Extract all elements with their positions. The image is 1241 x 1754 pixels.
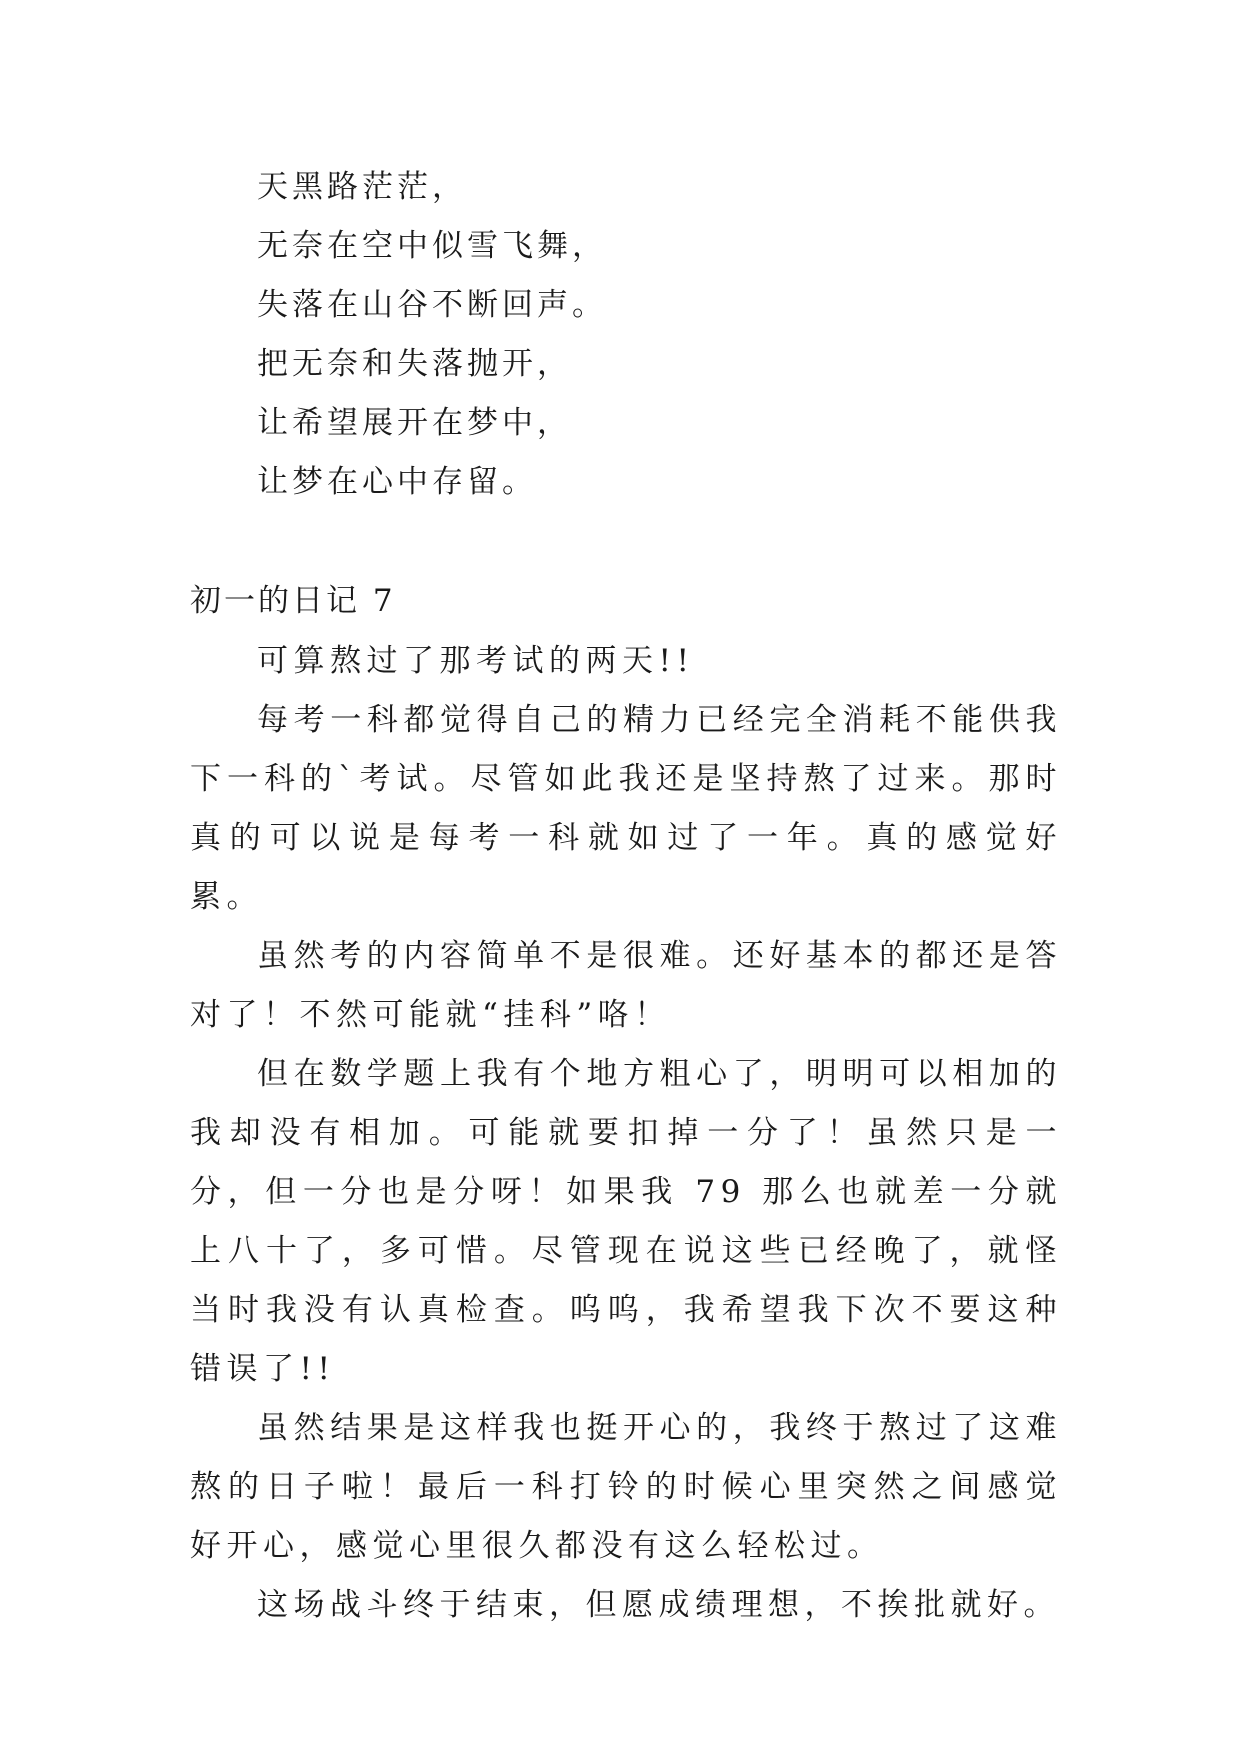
diary-paragraph: 虽然考的内容简单不是很难。还好基本的都还是答对了！不然可能就“挂科”咯！ [190,938,1062,1033]
diary-entry [190,572,1062,1635]
diary-paragraph: 虽然结果是这样我也挺开心的，我终于熬过了这难熬的日子啦！最后一科打铃的时候心里突然之间感觉好开心，感觉心里很久都没有这么轻松过。 [190,1410,1062,1564]
diary-title: 初一的日记 7 [190,583,396,619]
poem-line: 让梦在心中存留。 [257,464,537,500]
poem-line: 失落在山谷不断回声。 [257,287,607,323]
diary-paragraph: 但在数学题上我有个地方粗心了，明明可以相加的我却没有相加。可能就要扣掉一分了！虽然只是一分，但一分也是分呀！如果我 79 那么也就差一分就上八十了，多可惜。尽管现在说这些已经晚了，就怪当时我没有认真检查。呜呜，我希望我下次不要这种错误了!! [190,1056,1062,1387]
poem-line: 把无奈和失落抛开， [257,346,572,382]
poem-line: 天黑路茫茫， [257,169,467,205]
diary-paragraph: 可算熬过了那考试的两天!! [257,643,695,679]
diary-paragraph: 这场战斗终于结束，但愿成绩理想，不挨批就好。 [257,1587,1060,1623]
poem-line: 无奈在空中似雪飞舞， [257,228,607,264]
poem [257,158,1057,512]
diary-paragraph: 每考一科都觉得自己的精力已经完全消耗不能供我下一科的`考试。尽管如此我还是坚持熬了过来。那时真的可以说是每考一科就如过了一年。真的感觉好累。 [190,702,1062,915]
poem-line: 让希望展开在梦中， [257,405,572,441]
